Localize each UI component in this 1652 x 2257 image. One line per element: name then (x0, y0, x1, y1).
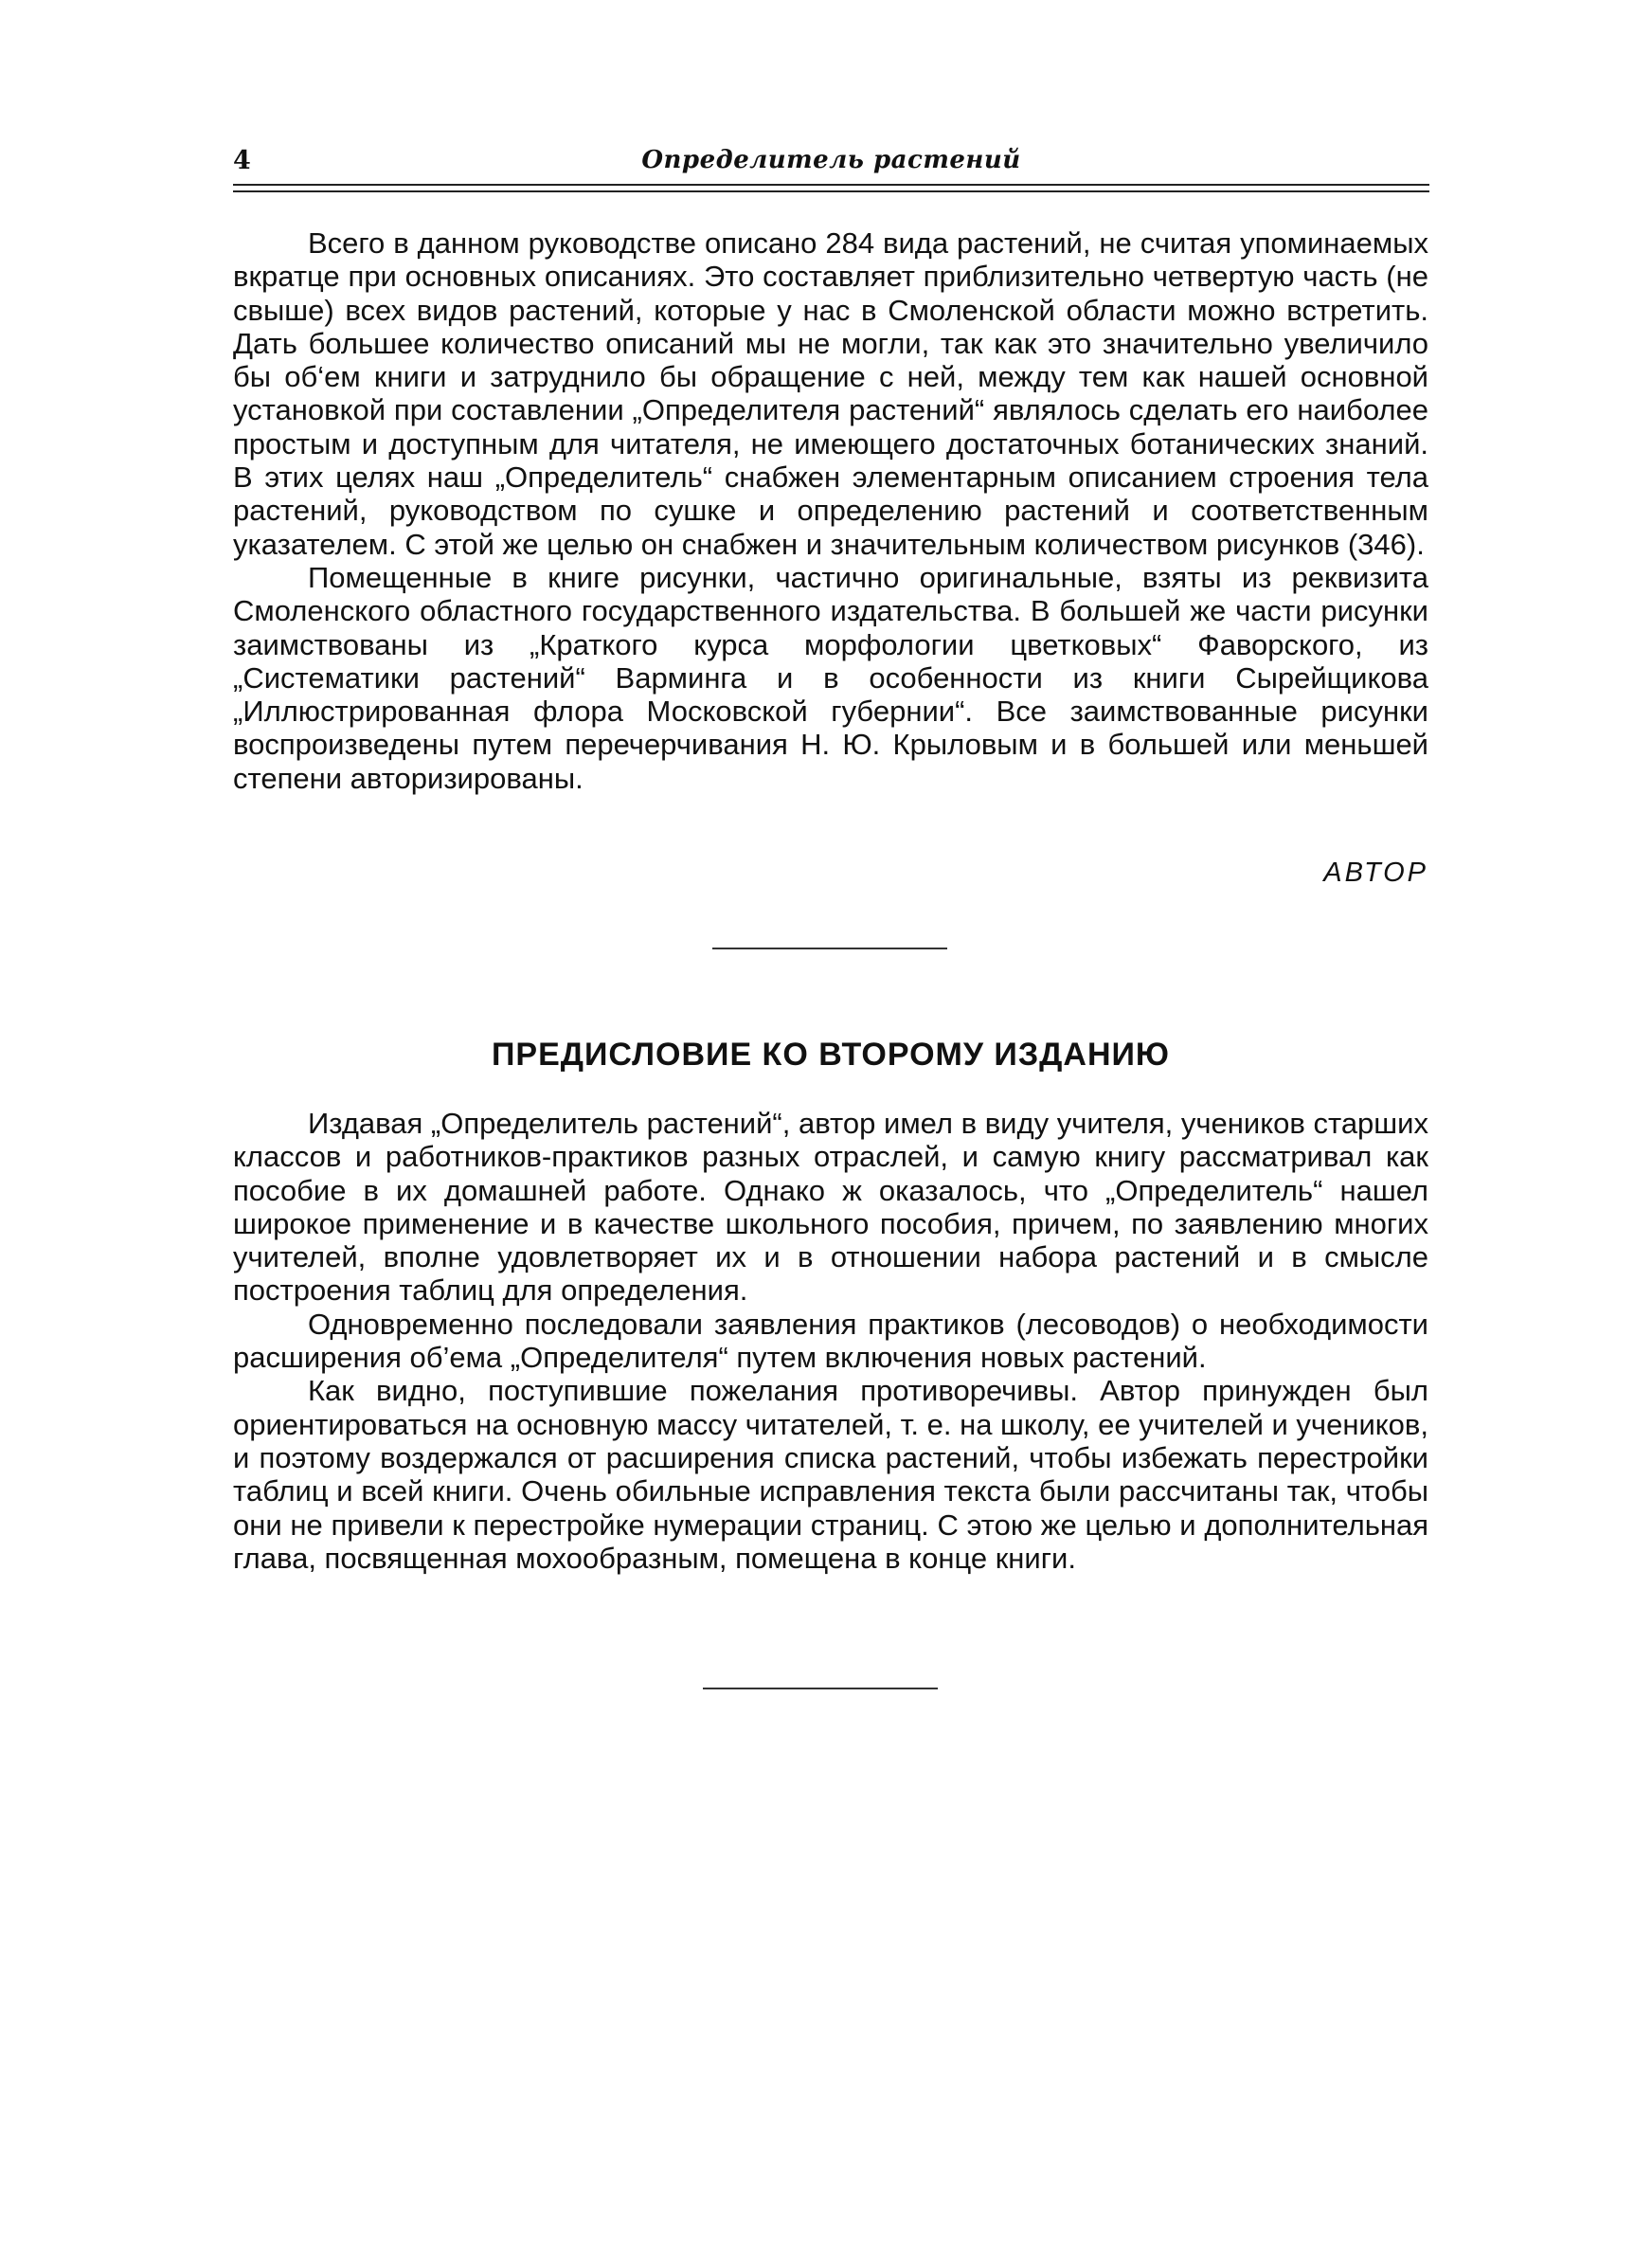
author-signature: АВТОР (1323, 858, 1428, 888)
preface-paragraph: Одновременно последовали заявления практиков (лесоводов) о необходимости расширения об’ема „Определителя“ путем включения новых растений. (233, 1307, 1428, 1375)
preface-title: ПРЕДИСЛОВИЕ КО ВТОРОМУ ИЗДАНИЮ (491, 1037, 1170, 1073)
intro-section (233, 226, 1428, 795)
intro-paragraph: Всего в данном руководстве описано 284 вида растений, не считая упоминаемых вкратце при основных описаниях. Это составляет приблизительно четвертую часть (не свыше) всех видов растений, которые у нас в Смоленской области можно встретить. Дать большее количество описаний мы не могли, так как это значительно увеличило бы об‘ем книги и затруднило бы обращение с ней, между тем как нашей основной установкой при составлении „Определителя растений“ являлось сделать его наиболее простым и доступным для читателя, не имеющего достаточных ботанических знаний. В этих целях наш „Определитель“ снабжен элементарным описанием строения тела растений, руководством по сушке и определению растений и соответственным указателем. С этой же целью он снабжен и значительным количеством рисунков (346). (233, 226, 1428, 561)
page-number: 4 (233, 146, 251, 175)
page-header (233, 146, 1429, 188)
preface-section (233, 1107, 1428, 1575)
preface-paragraph: Как видно, поступившие пожелания противоречивы. Автор принужден был ориентироваться на основную массу читателей, т. е. на школу, ее учителей и учеников, и поэтому воздержался от расширения списка растений, чтобы избежать перестройки таблиц и всей книги. Очень обильные исправления текста были рассчитаны так, чтобы они не привели к перестройке нумерации страниц. С этою же целью и дополнительная глава, посвященная мохообразным, помещена в конце книги. (233, 1374, 1428, 1575)
section-divider (712, 948, 947, 949)
running-title: Определитель растений (641, 146, 1021, 174)
end-divider (703, 1688, 938, 1689)
intro-paragraph: Помещенные в книге рисунки, частично оригинальные, взяты из реквизита Смоленского областного государственного издательства. В большей же части рисунки заимствованы из „Краткого курса морфологии цветковых“ Фаворского, из „Систематики растений“ Варминга и в особенности из книги Сырейщикова „Иллюстрированная флора Московской губернии“. Все заимствованные рисунки воспроизведены путем перечерчивания Н. Ю. Крыловым и в большей или меньшей степени авторизированы. (233, 560, 1428, 795)
preface-paragraph: Издавая „Определитель растений“, автор имел в виду учителя, учеников старших классов и работников-практиков разных отраслей, и самую книгу рассматривал как пособие в их домашней работе. Однако ж оказалось, что „Определитель“ нашел широкое применение и в качестве школьного пособия, причем, по заявлению многих учителей, вполне удовлетворяет их и в отношении набора растений и в смысле построения таблиц для определения. (233, 1107, 1428, 1308)
header-double-rule (233, 184, 1429, 192)
